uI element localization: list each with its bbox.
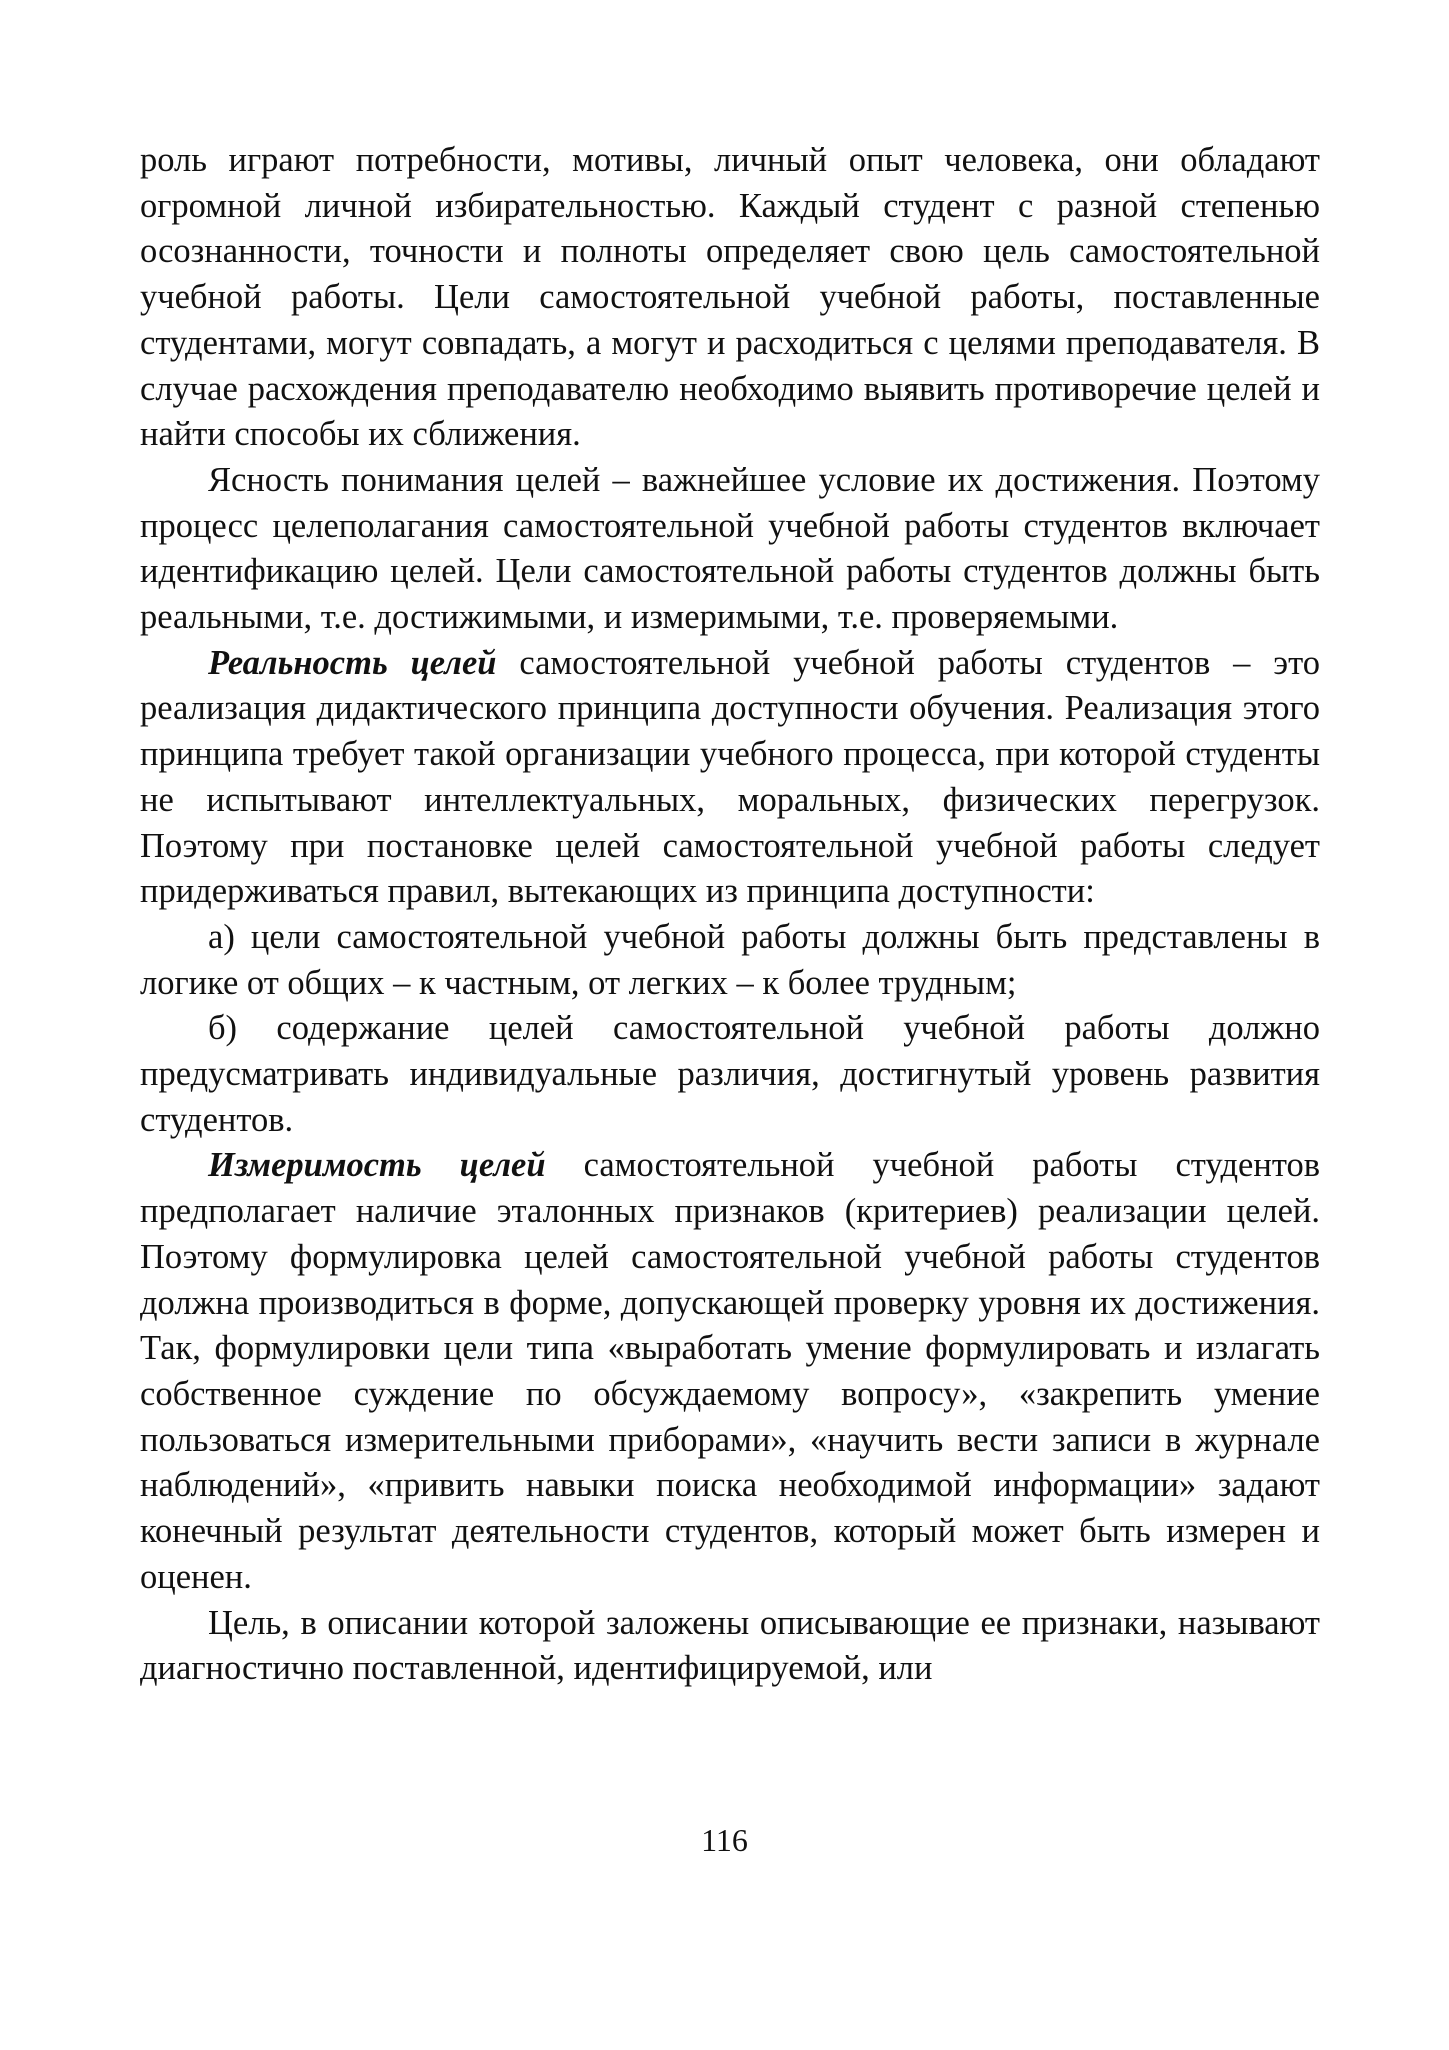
paragraph-text: Цель, в описании которой заложены описывающие ее признаки, называют диагностично поставленной, идентифицируемой, или	[140, 1603, 1320, 1688]
list-item	[140, 1006, 1320, 1143]
page-body	[140, 138, 1320, 1692]
paragraph-text: б) содержание целей самостоятельной учебной работы должно предусматривать индивидуальные различия, достигнутый уровень развития студентов.	[140, 1009, 1320, 1139]
paragraph	[140, 1601, 1320, 1692]
term-emphasis: Измеримость целей	[208, 1146, 546, 1185]
paragraph-text: а) цели самостоятельной учебной работы должны быть представлены в логике от общих – к частным, от легких – к более трудным;	[140, 917, 1320, 1002]
paragraph-text: самостоятельной учебной работы студентов – это реализация дидактического принципа доступности обучения. Реализация этого принципа требует такой организации учебного процесса, при которой студенты не испытывают интеллектуальных, моральных, физических перегрузок. Поэтому при постановке целей самостоятельной учебной работы следует придерживаться правил, вытекающих из принципа доступности:	[140, 643, 1320, 911]
paragraph-text: самостоятельной учебной работы студентов предполагает наличие эталонных признаков (критериев) реализации целей. Поэтому формулировка целей самостоятельной учебной работы студентов должна производиться в форме, допускающей проверку уровня их достижения. Так, формулировки цели типа «выработать умение формулировать и излагать собственное суждение по обсуждаемому вопросу», «закрепить умение пользоваться измерительными приборами», «научить вести записи в журнале наблюдений», «привить навыки поиска необходимой информации» задают конечный результат деятельности студентов, который может быть измерен и оценен.	[140, 1146, 1320, 1596]
paragraph	[140, 458, 1320, 641]
list-item	[140, 915, 1320, 1006]
page-number: 116	[701, 1822, 748, 1858]
paragraph-text: роль играют потребности, мотивы, личный опыт человека, они обладают огромной личной избирательностью. Каждый студент с разной степенью осознанности, точности и полноты определяет свою цель самостоятельной учебной работы. Цели самостоятельной учебной работы, поставленные студентами, могут совпадать, а могут и расходиться с целями преподавателя. В случае расхождения преподавателю необходимо выявить противоречие целей и найти способы их сближения.	[140, 141, 1320, 454]
paragraph	[140, 138, 1320, 458]
term-emphasis: Реальность целей	[208, 643, 497, 682]
paragraph-text: Ясность понимания целей – важнейшее условие их достижения. Поэтому процесс целеполагания самостоятельной учебной работы студентов включает идентификацию целей. Цели самостоятельной работы студентов должны быть реальными, т.е. достижимыми, и измеримыми, т.е. проверяемыми.	[140, 460, 1320, 637]
paragraph	[140, 1143, 1320, 1600]
paragraph	[140, 641, 1320, 915]
